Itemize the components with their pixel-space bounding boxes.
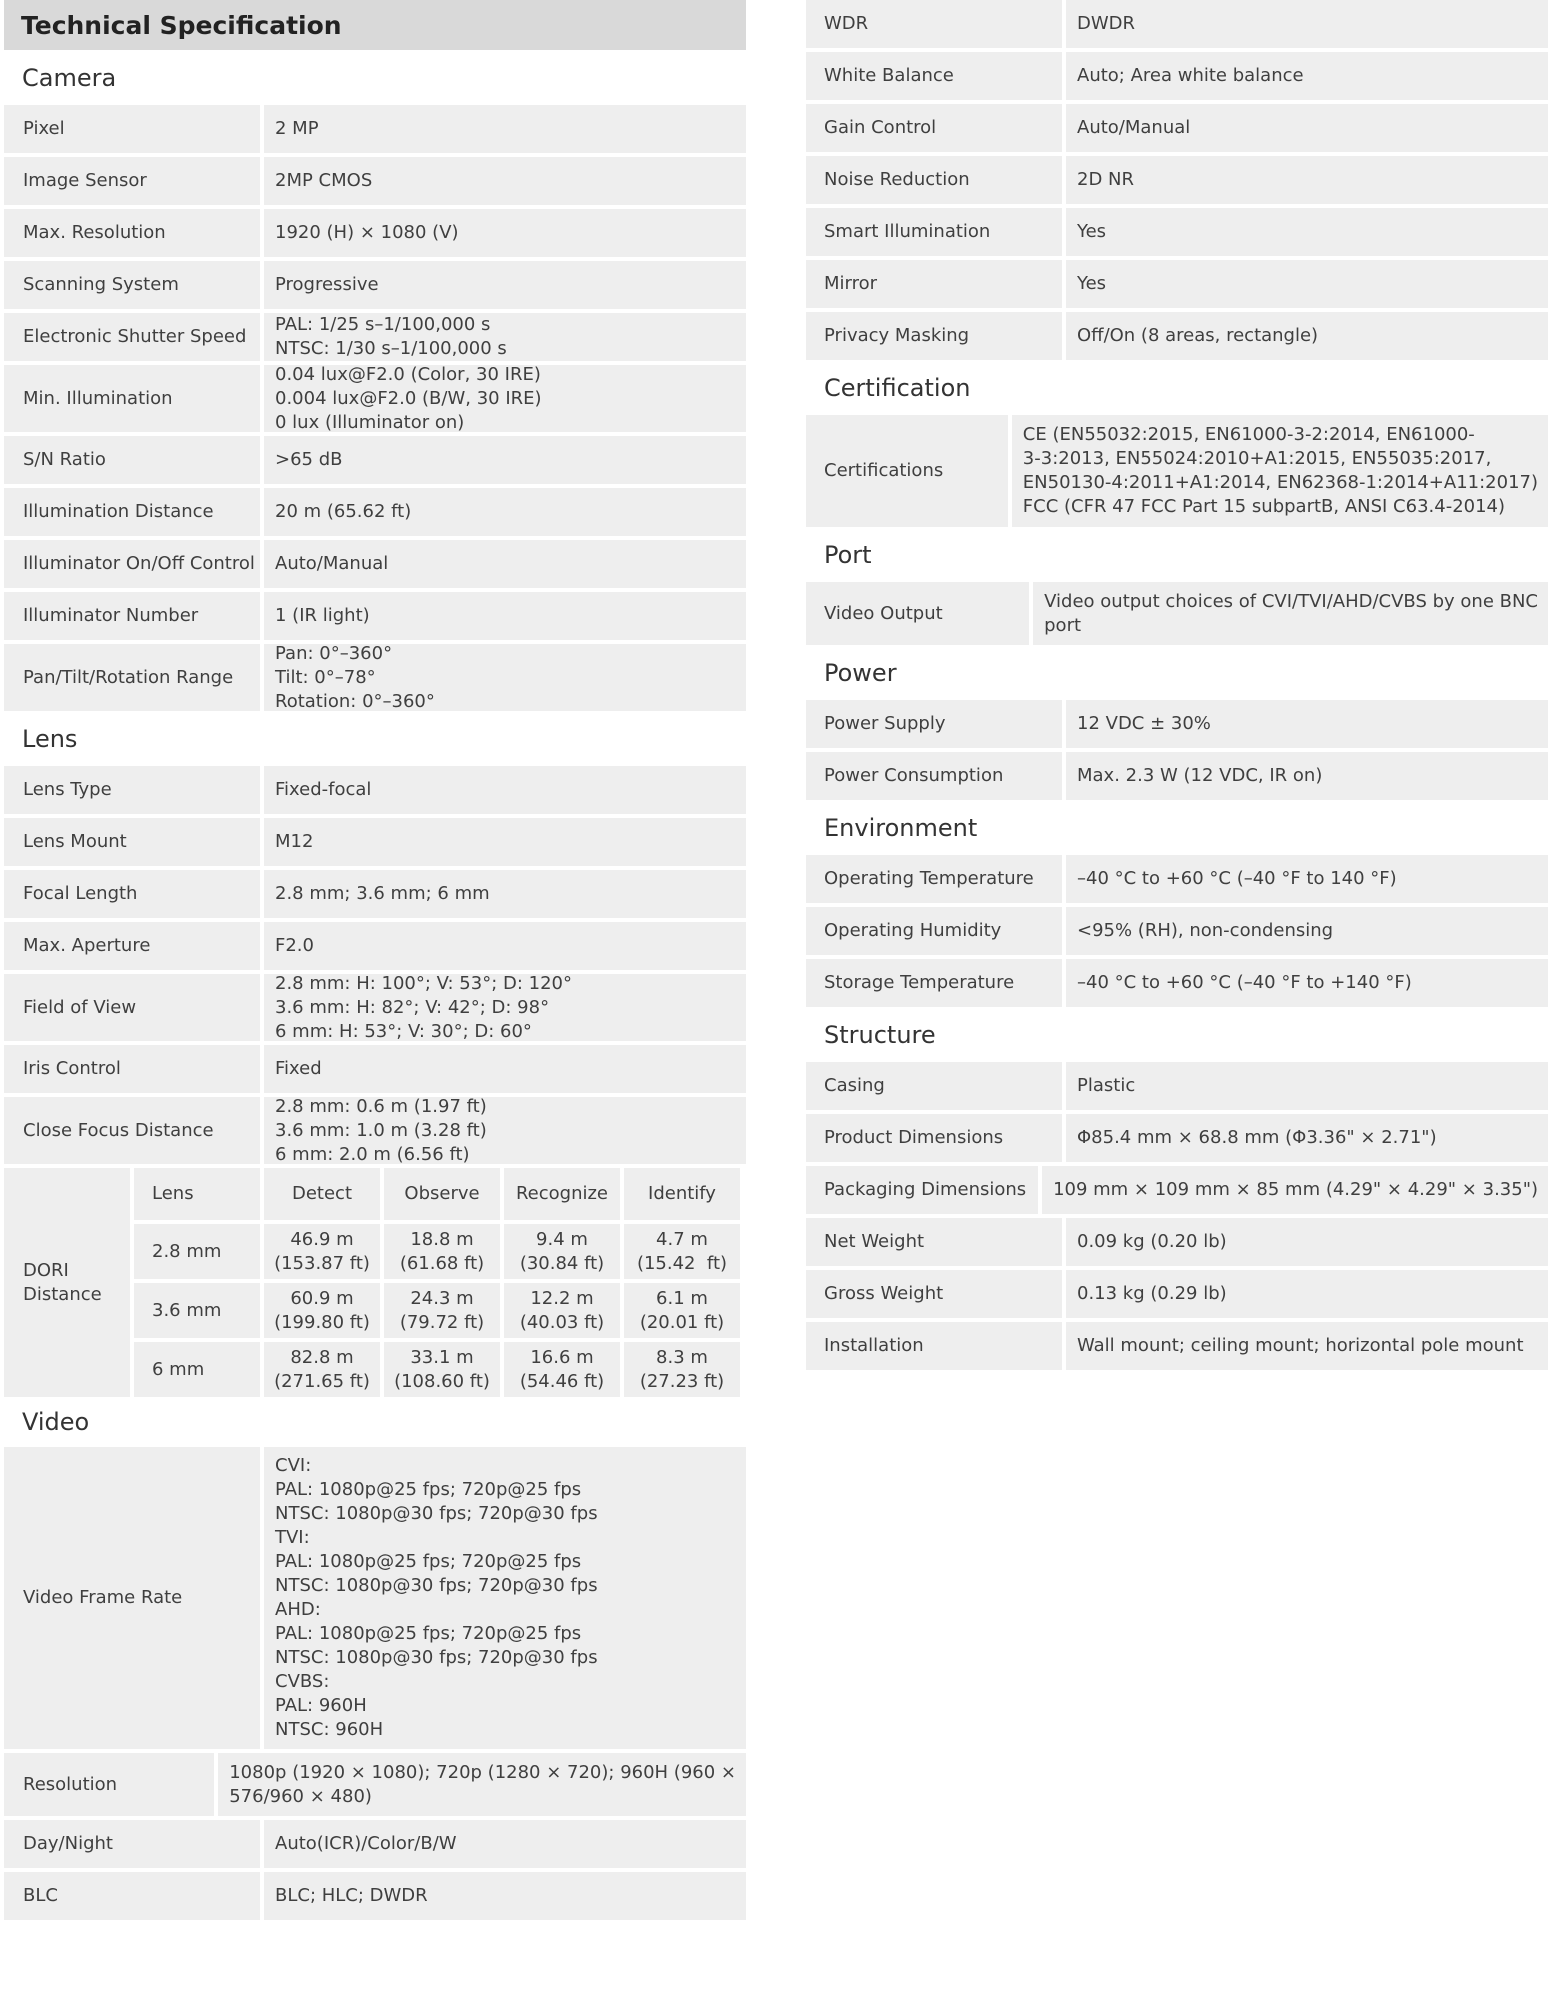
spec-row-white-balance: [806, 52, 1548, 100]
spec-row-wdr: [806, 0, 1548, 48]
dori-header-recognize: Recognize: [504, 1168, 620, 1220]
spec-label: Certifications: [806, 415, 1008, 527]
spec-value: Yes: [1066, 208, 1548, 256]
spec-value: 1 (IR light): [264, 592, 746, 640]
spec-value: CE (EN55032:2015, EN61000-3-2:2014, EN61000- 3-3:2013, EN55024:2010+A1:2015, EN55035:2017, EN50130-4:2011+A1:2014, EN62368-1:2014+A11:2017) FCC (CFR 47 FCC Part 15 subpartB, ANSI C63.4-2014): [1012, 415, 1548, 527]
dori-cell: 6.1 m (20.01 ft): [624, 1283, 740, 1338]
spec-label: Net Weight: [806, 1218, 1062, 1266]
spec-label: Power Consumption: [806, 752, 1062, 800]
spec-label: Mirror: [806, 260, 1062, 308]
spec-value: BLC; HLC; DWDR: [264, 1872, 746, 1920]
spec-value: M12: [264, 818, 746, 866]
spec-value: 0.13 kg (0.29 lb): [1066, 1270, 1548, 1318]
dori-lens-6: 6 mm: [134, 1342, 260, 1397]
spec-value: <95% (RH), non-condensing: [1066, 907, 1548, 955]
dori-label: DORI Distance: [4, 1168, 130, 1397]
spec-value: Video output choices of CVI/TVI/AHD/CVBS by one BNC port: [1033, 582, 1548, 645]
dori-lens-3-6: 3.6 mm: [134, 1283, 260, 1338]
spec-value: 109 mm × 109 mm × 85 mm (4.29" × 4.29" × 3.35"): [1042, 1166, 1548, 1214]
spec-label: Illuminator On/Off Control: [4, 540, 260, 588]
spec-row-scanning-system: [4, 261, 746, 309]
spec-value: Auto/Manual: [264, 540, 746, 588]
spec-label: Storage Temperature: [806, 959, 1062, 1007]
spec-value: –40 °C to +60 °C (–40 °F to +140 °F): [1066, 959, 1548, 1007]
spec-label: Iris Control: [4, 1045, 260, 1093]
spec-row-s-n-ratio: [4, 436, 746, 484]
right-column: [806, 0, 1548, 1370]
spec-label: Min. Illumination: [4, 365, 260, 432]
spec-row-max-resolution: [4, 209, 746, 257]
spec-label: Day/Night: [4, 1820, 260, 1868]
spec-value: Progressive: [264, 261, 746, 309]
spec-value: Max. 2.3 W (12 VDC, IR on): [1066, 752, 1548, 800]
spec-row-operating-humidity: [806, 907, 1548, 955]
spec-row-casing: [806, 1062, 1548, 1110]
power-table: [806, 700, 1548, 800]
dori-table: [4, 1168, 746, 1397]
dori-cell: 82.8 m (271.65 ft): [264, 1342, 380, 1397]
spec-row-operating-temperature: [806, 855, 1548, 903]
spec-label: Resolution: [4, 1753, 214, 1816]
spec-label: Max. Resolution: [4, 209, 260, 257]
spec-row-video-output: [806, 582, 1548, 645]
spec-label: Installation: [806, 1322, 1062, 1370]
spec-label: White Balance: [806, 52, 1062, 100]
spec-row-video-frame-rate: [4, 1447, 746, 1749]
spec-label: Field of View: [4, 974, 260, 1041]
spec-row-certifications: [806, 415, 1548, 527]
spec-row-field-of-view: [4, 974, 746, 1041]
spec-value: Plastic: [1066, 1062, 1548, 1110]
spec-row-gain-control: [806, 104, 1548, 152]
spec-label: Pixel: [4, 105, 260, 153]
spec-value: >65 dB: [264, 436, 746, 484]
spec-value: F2.0: [264, 922, 746, 970]
camera-table: [4, 105, 746, 711]
spec-label: Electronic Shutter Speed: [4, 313, 260, 361]
spec-label: Privacy Masking: [806, 312, 1062, 360]
section-environment: Environment: [824, 813, 978, 842]
spec-label: Illuminator Number: [4, 592, 260, 640]
spec-row-illuminator-on-off-control: [4, 540, 746, 588]
spec-label: Gain Control: [806, 104, 1062, 152]
spec-value: Auto; Area white balance: [1066, 52, 1548, 100]
dori-cell: 12.2 m (40.03 ft): [504, 1283, 620, 1338]
spec-row-smart-illumination: [806, 208, 1548, 256]
dori-header-detect: Detect: [264, 1168, 380, 1220]
spec-label: Power Supply: [806, 700, 1062, 748]
dori-lens-2-8: 2.8 mm: [134, 1224, 260, 1279]
spec-row-power-supply: [806, 700, 1548, 748]
spec-value: 2 MP: [264, 105, 746, 153]
spec-label: Operating Temperature: [806, 855, 1062, 903]
structure-table: [806, 1062, 1548, 1370]
section-certification: Certification: [824, 373, 971, 402]
spec-row-illuminator-number: [4, 592, 746, 640]
dori-cell: 16.6 m (54.46 ft): [504, 1342, 620, 1397]
spec-label: Product Dimensions: [806, 1114, 1062, 1162]
section-video: Video: [22, 1408, 90, 1436]
spec-row-resolution: [4, 1753, 746, 1816]
spec-value: 2.8 mm: H: 100°; V: 53°; D: 120° 3.6 mm: H: 82°; V: 42°; D: 98° 6 mm: H: 53°; V: 30°; D: 60°: [264, 974, 746, 1041]
spec-value: Yes: [1066, 260, 1548, 308]
section-structure: Structure: [824, 1020, 936, 1049]
section-power: Power: [824, 658, 897, 687]
spec-label: Video Output: [806, 582, 1029, 645]
spec-row-iris-control: [4, 1045, 746, 1093]
spec-label: Focal Length: [4, 870, 260, 918]
spec-value: DWDR: [1066, 0, 1548, 48]
dori-header-lens: Lens: [134, 1168, 260, 1220]
dori-cell: 18.8 m (61.68 ft): [384, 1224, 500, 1279]
spec-value: Auto/Manual: [1066, 104, 1548, 152]
dori-cell: 46.9 m (153.87 ft): [264, 1224, 380, 1279]
spec-label: Video Frame Rate: [4, 1447, 260, 1749]
spec-row-pan-tilt-rotation-range: [4, 644, 746, 711]
spec-label: Pan/Tilt/Rotation Range: [4, 644, 260, 711]
dori-cell: 24.3 m (79.72 ft): [384, 1283, 500, 1338]
spec-label: Operating Humidity: [806, 907, 1062, 955]
spec-value: –40 °C to +60 °C (–40 °F to 140 °F): [1066, 855, 1548, 903]
spec-row-blc: [4, 1872, 746, 1920]
dori-cell: 33.1 m (108.60 ft): [384, 1342, 500, 1397]
spec-row-pixel: [4, 105, 746, 153]
port-table: [806, 582, 1548, 645]
spec-row-electronic-shutter-speed: [4, 313, 746, 361]
spec-label: BLC: [4, 1872, 260, 1920]
spec-value: CVI: PAL: 1080p@25 fps; 720p@25 fps NTSC: 1080p@30 fps; 720p@30 fps TVI: PAL: 1080p@25 fps; 720p@25 fps NTSC: 1080p@30 fps; 720p@30 fps AHD: PAL: 1080p@25 fps; 720p@25 fps NTSC: 1080p@30 fps; 720p@30 fps CVBS: PAL: 960H NTSC: 960H: [264, 1447, 746, 1749]
spec-value: 2MP CMOS: [264, 157, 746, 205]
spec-value: 20 m (65.62 ft): [264, 488, 746, 536]
spec-label: Gross Weight: [806, 1270, 1062, 1318]
certification-table: [806, 415, 1548, 527]
section-port: Port: [824, 540, 872, 569]
spec-value: PAL: 1/25 s–1/100,000 s NTSC: 1/30 s–1/100,000 s: [264, 313, 746, 361]
dori-cell: 8.3 m (27.23 ft): [624, 1342, 740, 1397]
spec-label: Casing: [806, 1062, 1062, 1110]
left-column: [4, 0, 746, 1920]
spec-label: Lens Mount: [4, 818, 260, 866]
spec-label: Illumination Distance: [4, 488, 260, 536]
spec-value: Fixed-focal: [264, 766, 746, 814]
spec-value: Wall mount; ceiling mount; horizontal pole mount: [1066, 1322, 1548, 1370]
spec-row-illumination-distance: [4, 488, 746, 536]
video-table: [4, 1447, 746, 1920]
spec-label: Max. Aperture: [4, 922, 260, 970]
spec-value: 0.04 lux@F2.0 (Color, 30 IRE) 0.004 lux@F2.0 (B/W, 30 IRE) 0 lux (Illuminator on): [264, 365, 746, 432]
video-cont-table: [806, 0, 1548, 360]
spec-value: 2.8 mm; 3.6 mm; 6 mm: [264, 870, 746, 918]
section-camera: Camera: [22, 63, 117, 92]
spec-row-max-aperture: [4, 922, 746, 970]
spec-row-focal-length: [4, 870, 746, 918]
spec-label: Lens Type: [4, 766, 260, 814]
spec-row-min-illumination: [4, 365, 746, 432]
spec-value: 1080p (1920 × 1080); 720p (1280 × 720); 960H (960 × 576/960 × 480): [218, 1753, 746, 1816]
spec-value: 2D NR: [1066, 156, 1548, 204]
dori-header-observe: Observe: [384, 1168, 500, 1220]
spec-row-day-night: [4, 1820, 746, 1868]
spec-label: Image Sensor: [4, 157, 260, 205]
dori-cell: 4.7 m (15.42 ft): [624, 1224, 740, 1279]
dori-header-identify: Identify: [624, 1168, 740, 1220]
spec-label: S/N Ratio: [4, 436, 260, 484]
spec-row-close-focus-distance: [4, 1097, 746, 1164]
spec-label: Noise Reduction: [806, 156, 1062, 204]
spec-row-lens-type: [4, 766, 746, 814]
dori-cell: 60.9 m (199.80 ft): [264, 1283, 380, 1338]
spec-value: 12 VDC ± 30%: [1066, 700, 1548, 748]
page-title: Technical Specification: [4, 0, 746, 50]
spec-row-product-dimensions: [806, 1114, 1548, 1162]
spec-label: WDR: [806, 0, 1062, 48]
spec-row-power-consumption: [806, 752, 1548, 800]
spec-row-packaging-dimensions: [806, 1166, 1548, 1214]
spec-value: Pan: 0°–360° Tilt: 0°–78° Rotation: 0°–360°: [264, 644, 746, 711]
spec-row-gross-weight: [806, 1270, 1548, 1318]
spec-label: Close Focus Distance: [4, 1097, 260, 1164]
spec-row-noise-reduction: [806, 156, 1548, 204]
spec-row-net-weight: [806, 1218, 1548, 1266]
environment-table: [806, 855, 1548, 1007]
spec-label: Scanning System: [4, 261, 260, 309]
spec-row-privacy-masking: [806, 312, 1548, 360]
spec-row-lens-mount: [4, 818, 746, 866]
spec-value: 0.09 kg (0.20 lb): [1066, 1218, 1548, 1266]
spec-value: 1920 (H) × 1080 (V): [264, 209, 746, 257]
spec-value: Auto(ICR)/Color/B/W: [264, 1820, 746, 1868]
spec-row-mirror: [806, 260, 1548, 308]
spec-row-installation: [806, 1322, 1548, 1370]
spec-value: 2.8 mm: 0.6 m (1.97 ft) 3.6 mm: 1.0 m (3.28 ft) 6 mm: 2.0 m (6.56 ft): [264, 1097, 746, 1164]
dori-cell: 9.4 m (30.84 ft): [504, 1224, 620, 1279]
spec-value: Off/On (8 areas, rectangle): [1066, 312, 1548, 360]
spec-value: Φ85.4 mm × 68.8 mm (Φ3.36" × 2.71"): [1066, 1114, 1548, 1162]
spec-label: Packaging Dimensions: [806, 1166, 1038, 1214]
section-lens: Lens: [22, 724, 78, 753]
spec-value: Fixed: [264, 1045, 746, 1093]
spec-row-storage-temperature: [806, 959, 1548, 1007]
spec-row-image-sensor: [4, 157, 746, 205]
lens-table: [4, 766, 746, 1164]
spec-label: Smart Illumination: [806, 208, 1062, 256]
